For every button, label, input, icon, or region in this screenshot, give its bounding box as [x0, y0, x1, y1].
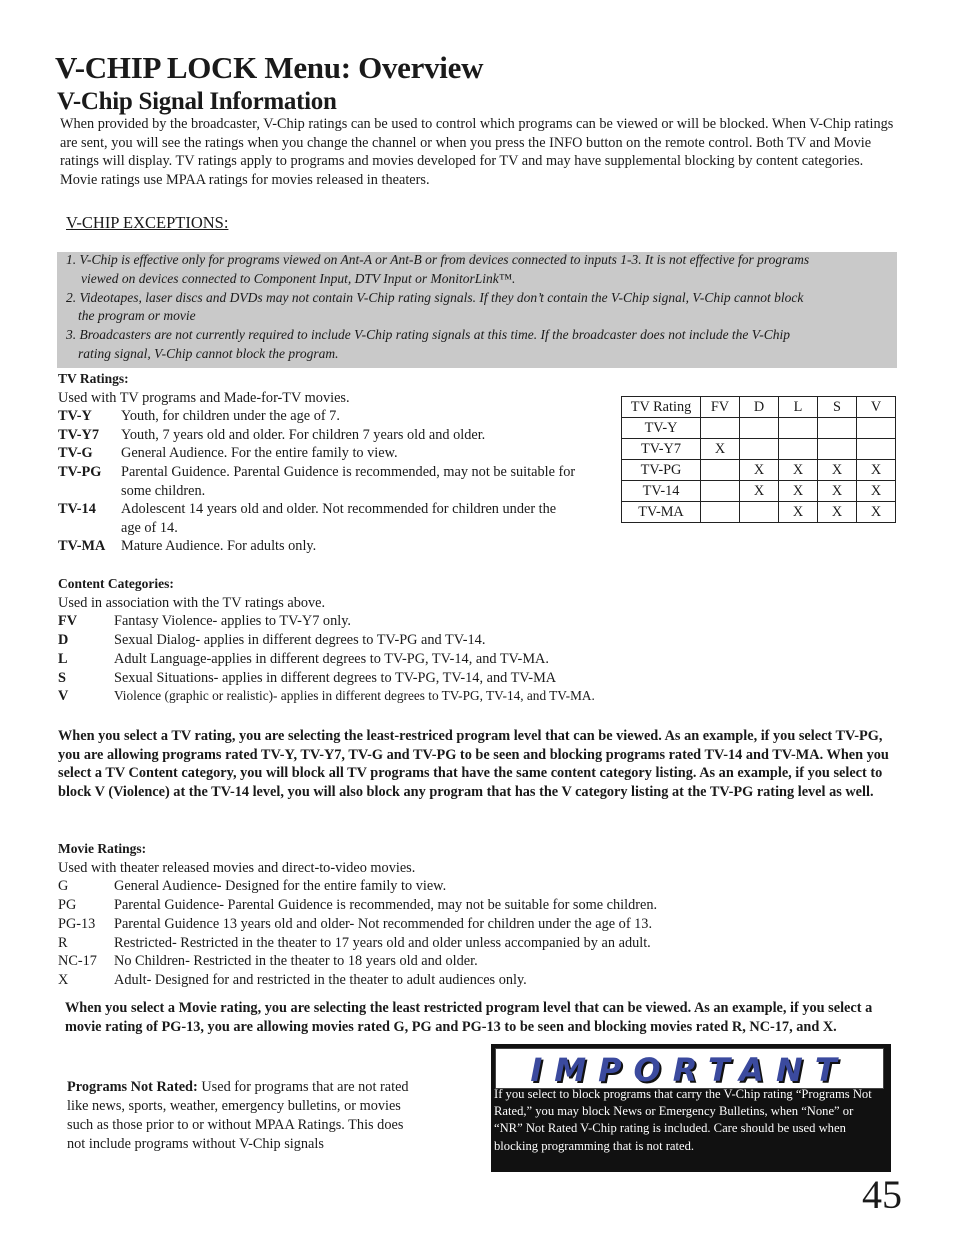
not-rated-text: Used for programs that are not rated like news, sports, weather, emergency bulletins, or movies such as those prior to or without MPAA Ratings. This does not include programs without V-Chip signals — [67, 1079, 409, 1152]
rating-code: PG-13 — [58, 915, 96, 932]
exception-item-continuation: rating signal, V-Chip cannot block the program. — [78, 345, 339, 361]
movie-ratings-section — [58, 840, 778, 990]
table-cell — [740, 418, 779, 439]
table-cell: X — [740, 481, 779, 502]
table-cell — [701, 460, 740, 481]
table-header-row — [622, 397, 896, 418]
category-item — [58, 612, 758, 631]
tv-ratings-section — [58, 370, 578, 556]
table-cell — [701, 481, 740, 502]
table-cell: X — [857, 460, 896, 481]
category-description: Adult Language-applies in different degrees to TV-PG, TV-14, and TV-MA. — [114, 650, 549, 667]
rating-description: Parental Guidence 13 years old and older- Not recommended for children under the age of 13. — [114, 915, 653, 932]
category-code: FV — [58, 613, 78, 630]
table-cell: X — [740, 460, 779, 481]
rating-description: Youth, for children under the age of 7. — [121, 408, 340, 425]
table-header-cell: L — [779, 397, 818, 418]
table-cell — [779, 439, 818, 460]
table-cell — [701, 418, 740, 439]
category-code: D — [58, 632, 69, 649]
category-code: L — [58, 650, 68, 667]
table-cell: X — [779, 460, 818, 481]
table-cell — [740, 439, 779, 460]
tv-rating-item — [58, 407, 578, 426]
movie-ratings-intro: Used with theater released movies and direct-to-video movies. — [58, 859, 416, 876]
section-title: V-Chip Signal Information — [57, 88, 337, 115]
exception-item-line: 3. Broadcasters are not currently required to include V-Chip rating signals at this time. If the broadcaster does not include the V-Chip — [66, 327, 791, 343]
table-row — [622, 460, 896, 481]
rating-description: General Audience. For the entire family to view. — [121, 445, 398, 462]
category-code: S — [58, 669, 66, 686]
table-cell — [818, 439, 857, 460]
rating-code: TV-Y — [58, 408, 92, 425]
table-cell: X — [857, 481, 896, 502]
exception-item — [66, 251, 896, 289]
important-callout — [491, 1044, 891, 1172]
exception-item-line: 2. Videotapes, laser discs and DVDs may not contain V-Chip rating signals. If they don’t contain the V-Chip signal, V-Chip cannot block — [66, 289, 804, 305]
rating-code: R — [58, 934, 68, 951]
important-text: If you select to block programs that carry the V-Chip rating “Programs Not Rated,” you may block News or Emergency Bulletins, when “None” or “NR” Not Rated V-Chip rating is included. Care should be used when blocking programming that is not rated. — [494, 1087, 872, 1153]
rating-description: Adolescent 14 years old and older. Not recommended for children under the age of 14. — [121, 501, 557, 536]
table-cell: X — [701, 439, 740, 460]
rating-description: Parental Guidence- Parental Guidence is recommended, may not be suitable for some children. — [114, 897, 658, 914]
rating-description: Parental Guidence. Parental Guidence is recommended, may not be suitable for some children. — [121, 463, 576, 499]
table-header-cell: FV — [701, 397, 740, 418]
table-cell: X — [818, 481, 857, 502]
table-cell — [701, 502, 740, 523]
tv-rating-item — [58, 444, 578, 463]
category-item — [58, 631, 758, 650]
rating-code: TV-14 — [58, 501, 96, 518]
table-cell: TV-Y — [622, 418, 701, 439]
page-title: V-CHIP LOCK Menu: Overview — [55, 50, 484, 85]
rating-code: TV-Y7 — [58, 426, 100, 443]
table-cell — [857, 418, 896, 439]
intro-paragraph: When provided by the broadcaster, V-Chip ratings can be used to control which programs can be viewed or will be blocked. When V-Chip ratings are sent, you will see the ratings when you change the channel or when you press the INFO button on the remote control. Both TV and Movie ratings will display. TV ratings apply to programs and movies developed for TV and may have supplemental blocking by content categories. Movie ratings use MPAA ratings for movies released in theaters. — [60, 116, 894, 189]
programs-not-rated — [67, 1078, 412, 1154]
category-description: Violence (graphic or realistic)- applies in different degrees to TV-PG, TV-14, and TV-MA. — [114, 688, 595, 704]
table-cell: TV-MA — [622, 502, 701, 523]
rating-code: TV-MA — [58, 538, 106, 555]
not-rated-label: Programs Not Rated: — [67, 1079, 198, 1095]
table-row — [622, 439, 896, 460]
table-cell — [818, 418, 857, 439]
table-row — [622, 418, 896, 439]
movie-rating-item — [58, 915, 778, 934]
category-description: Sexual Dialog- applies in different degrees to TV-PG and TV-14. — [114, 632, 486, 649]
content-categories-section — [58, 575, 758, 706]
movie-rating-item — [58, 896, 778, 915]
table-cell: X — [779, 481, 818, 502]
rating-description: Mature Audience. For adults only. — [121, 538, 317, 555]
table-cell: X — [779, 502, 818, 523]
exceptions-list — [66, 251, 896, 364]
table-cell: X — [857, 502, 896, 523]
table-cell — [857, 439, 896, 460]
exception-item — [66, 326, 896, 364]
movie-rating-item — [58, 971, 778, 990]
tv-ratings-intro: Used with TV programs and Made-for-TV movies. — [58, 389, 350, 406]
rating-table — [621, 396, 896, 523]
content-categories-intro: Used in association with the TV ratings above. — [58, 594, 326, 611]
category-code: V — [58, 688, 69, 705]
exception-item-continuation: the program or movie — [78, 308, 196, 324]
movie-ratings-heading: Movie Ratings: — [58, 841, 147, 856]
movie-rating-item — [58, 877, 778, 896]
table-row — [622, 502, 896, 523]
table-header-cell: TV Rating — [622, 397, 701, 418]
table-cell: TV-14 — [622, 481, 701, 502]
rating-code: TV-PG — [58, 463, 102, 480]
rating-description: No Children- Restricted in the theater to 18 years old and older. — [114, 953, 478, 970]
table-cell — [740, 502, 779, 523]
category-item — [58, 669, 758, 688]
tv-rating-item — [58, 537, 578, 556]
rating-code: TV-G — [58, 445, 93, 462]
table-cell: X — [818, 460, 857, 481]
table-header-cell: D — [740, 397, 779, 418]
rating-description: Adult- Designed for and restricted in the theater to adult audiences only. — [114, 971, 527, 988]
table-cell: X — [818, 502, 857, 523]
important-banner — [495, 1048, 884, 1089]
table-cell: TV-PG — [622, 460, 701, 481]
table-header-cell: V — [857, 397, 896, 418]
table-cell — [779, 418, 818, 439]
tv-rating-item — [58, 463, 578, 500]
rating-code: PG — [58, 897, 77, 914]
exception-item-continuation: viewed on devices connected to Component Input, DTV Input or MonitorLink™. — [81, 270, 516, 286]
exception-item — [66, 289, 896, 327]
category-item — [58, 650, 758, 669]
table-cell: TV-Y7 — [622, 439, 701, 460]
category-item — [58, 687, 758, 706]
tv-rating-item — [58, 500, 578, 537]
tv-rating-note: When you select a TV rating, you are selecting the least-restriced program level that can be viewed. As an example, if you select TV-PG, you are allowing programs rated TV-Y, TV-Y7, TV-G and TV-PG to be seen and blocking programs rated TV-14 and TV-MA. When you select a TV Content category, you will block all TV programs that have the same content category listing. As an example, if you select to block V (Violence) at the TV-14 level, you will also block any program that has the V category listing at the TV-PG rating level as well. — [58, 728, 889, 801]
category-description: Fantasy Violence- applies to TV-Y7 only. — [114, 613, 351, 630]
rating-code: X — [58, 971, 69, 988]
table-header-cell: S — [818, 397, 857, 418]
movie-rating-item — [58, 934, 778, 953]
rating-code: G — [58, 878, 69, 895]
rating-description: General Audience- Designed for the entire family to view. — [114, 878, 447, 895]
exceptions-heading: V-CHIP EXCEPTIONS: — [66, 213, 229, 232]
tv-rating-item — [58, 426, 578, 445]
page-number: 45 — [862, 1172, 902, 1217]
exceptions-box — [57, 252, 897, 368]
rating-code: NC-17 — [58, 953, 97, 970]
category-description: Sexual Situations- applies in different degrees to TV-PG, TV-14, and TV-MA — [114, 669, 557, 686]
important-title: IMPORTANT — [530, 1051, 849, 1089]
content-categories-heading: Content Categories: — [58, 576, 174, 591]
movie-rating-note: When you select a Movie rating, you are selecting the least restricted program level that can be viewed. As an example, if you select a movie rating of PG-13, you are allowing movies rated G, PG and PG-13 to be seen and blocking movies rated R, NC-17, and X. — [65, 1000, 873, 1035]
movie-rating-item — [58, 952, 778, 971]
rating-description: Youth, 7 years old and older. For children 7 years old and older. — [121, 426, 486, 443]
exception-item-line: 1. V-Chip is effective only for programs viewed on Ant-A or Ant-B or from devices connected to inputs 1-3. It is not effective for programs — [66, 252, 810, 267]
table-row — [622, 481, 896, 502]
rating-description: Restricted- Restricted in the theater to 17 years old and older unless accompanied by an adult. — [114, 934, 651, 951]
tv-ratings-heading: TV Ratings: — [58, 371, 129, 386]
